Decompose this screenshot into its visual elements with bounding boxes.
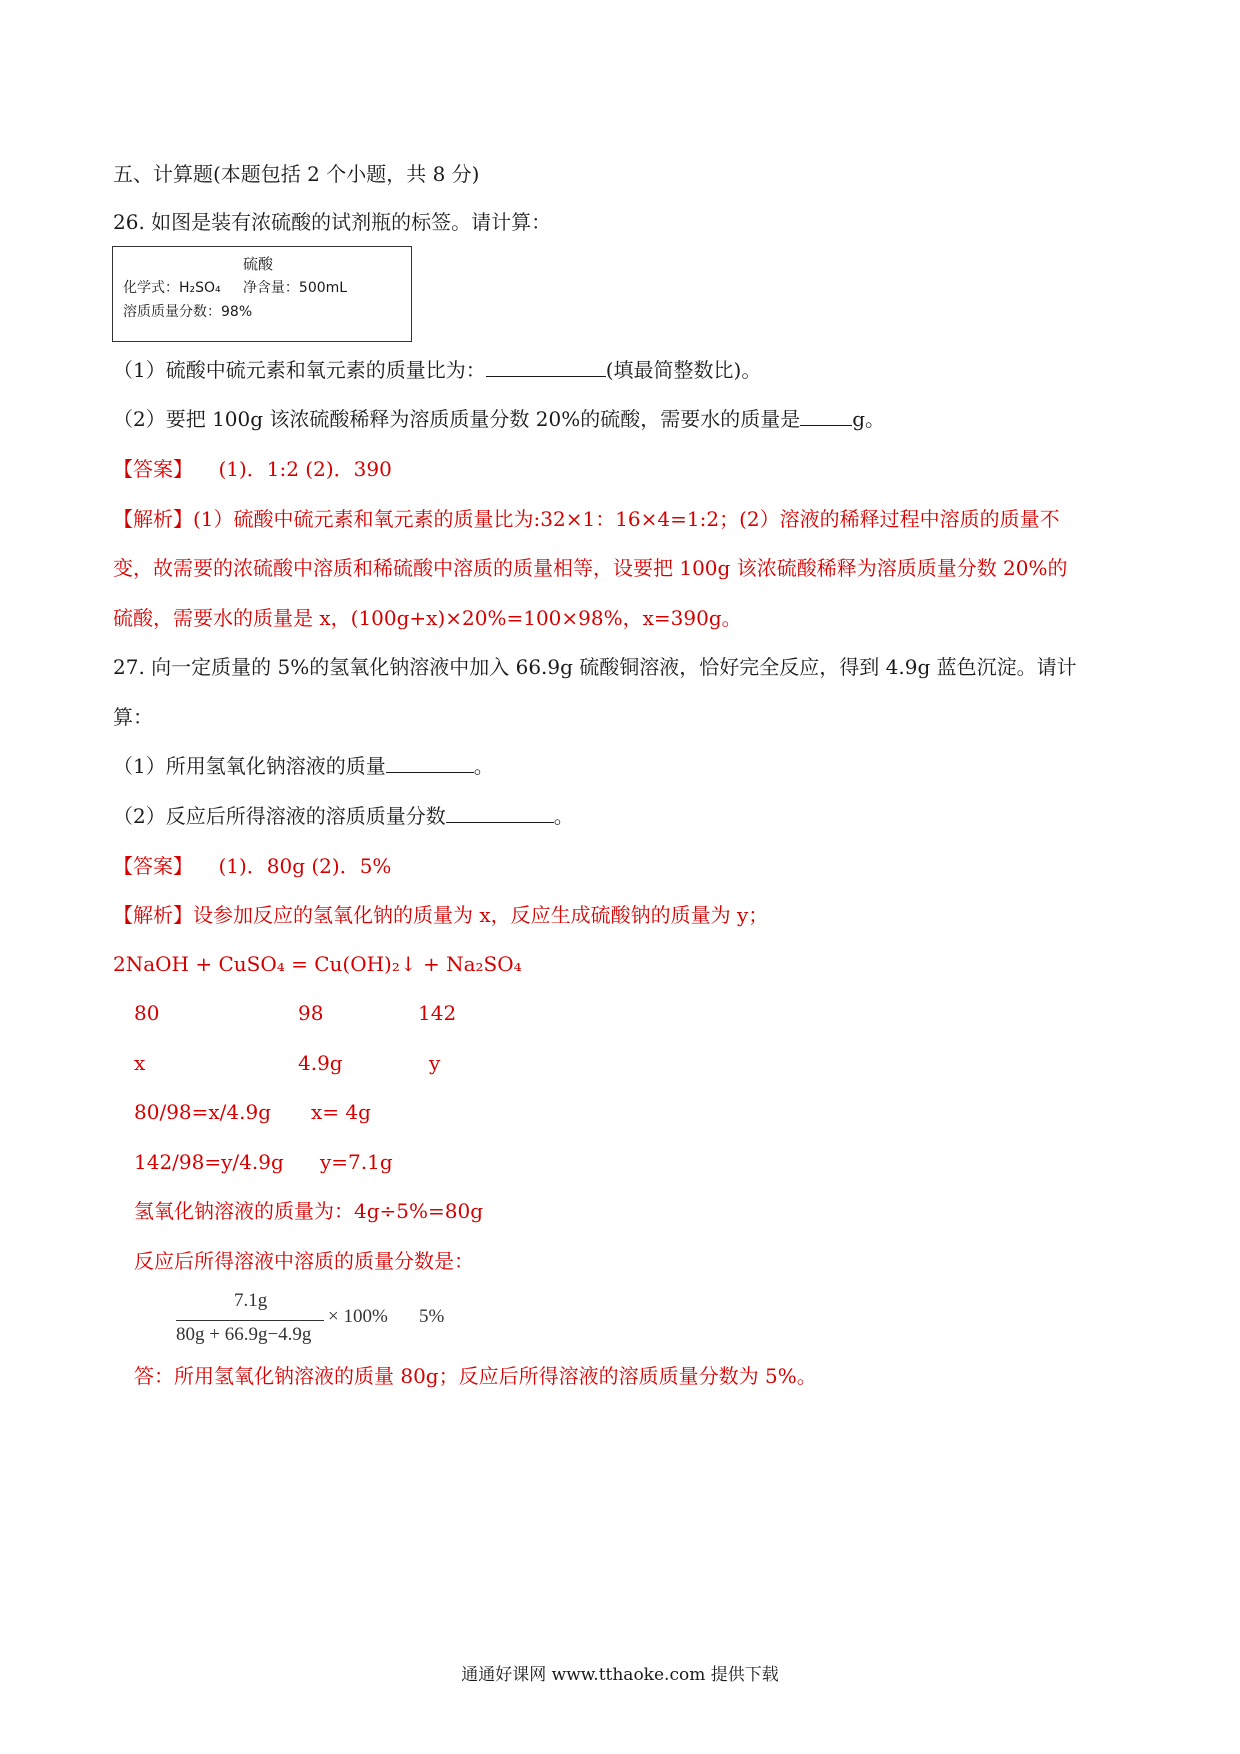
- q27-part1-pre: （1）所用氢氧化钠溶液的质量: [113, 754, 386, 778]
- calc-1-result: x= 4g: [311, 1100, 371, 1124]
- q26-analysis-line1: (1）硫酸中硫元素和氧元素的质量比为:32×1：16×4=1:2；(2）溶液的稀释过程中溶质的质量不: [193, 507, 1060, 531]
- naoh-mass-line: 氢氧化钠溶液的质量为：4g÷5%=80g: [134, 1199, 484, 1223]
- q26-analysis-tag: 【解析】: [113, 507, 193, 531]
- q26-part1-blank[interactable]: [486, 358, 606, 377]
- q27-part2: [113, 802, 574, 830]
- q27-stem-2: 算：: [113, 705, 153, 729]
- q26-part1-pre: （1）硫酸中硫元素和氧元素的质量比为：: [113, 358, 486, 382]
- q26-analysis-2: 变，故需要的浓硫酸中溶质和稀硫酸中溶质的质量相等，设要把 100g 该浓硫酸稀释为溶质质量分数 20%的: [113, 556, 1068, 580]
- label-concentration: 溶质质量分数：98%: [123, 304, 253, 320]
- q27-stem-1: 27. 向一定质量的 5%的氢氧化钠溶液中加入 66.9g 硫酸铜溶液，恰好完全反应，得到 4.9g 蓝色沉淀。请计: [113, 655, 1077, 679]
- q27-answer-text: (1)．80g (2)．5%: [218, 854, 392, 878]
- calc-1: 80/98=x/4.9g: [134, 1100, 272, 1124]
- q26-stem: 26. 如图是装有浓硫酸的试剂瓶的标签。请计算：: [113, 210, 552, 234]
- section-title: 五、计算题(本题包括 2 个小题，共 8 分): [113, 162, 480, 186]
- label-title: 硫酸: [243, 255, 274, 273]
- q26-part1: [113, 356, 761, 384]
- calc-2-result: y=7.1g: [320, 1150, 393, 1174]
- q26-part2-pre: （2）要把 100g 该浓硫酸稀释为溶质质量分数 20%的硫酸，需要水的质量是: [113, 407, 801, 431]
- q26-part2: [113, 405, 885, 433]
- reagent-label: [112, 246, 412, 342]
- q27-part1-blank[interactable]: [386, 754, 474, 773]
- label-row-1: [123, 277, 347, 297]
- fraction-numerator: 7.1g: [234, 1290, 268, 1311]
- q27-part1-post: 。: [473, 754, 494, 778]
- fraction-result: 5%: [419, 1306, 445, 1327]
- mass-naoh: 80: [134, 1001, 160, 1025]
- q26-answer-tag: 【答案】: [113, 457, 193, 481]
- q27-analysis: [113, 901, 768, 929]
- var-precipitate: 4.9g: [298, 1051, 343, 1075]
- q27-part1: [113, 752, 494, 780]
- mass-cuoh2: 98: [298, 1001, 324, 1025]
- page-footer: 通通好课网 www.tthaoke.com 提供下载: [461, 1665, 779, 1685]
- q26-part2-blank[interactable]: [800, 407, 852, 426]
- q26-answer-text: (1)．1:2 (2)．390: [218, 457, 392, 481]
- var-x: x: [134, 1051, 146, 1075]
- mass-na2so4: 142: [418, 1001, 457, 1025]
- q27-part2-post: 。: [553, 804, 574, 828]
- calc-2: 142/98=y/4.9g: [134, 1150, 284, 1174]
- fraction-bar: [176, 1320, 324, 1321]
- q27-answer: [113, 852, 391, 880]
- fraction-multiplier: × 100%: [328, 1306, 388, 1327]
- q26-part1-post: (填最简整数比)。: [605, 358, 762, 382]
- q26-analysis-1: [113, 505, 1060, 533]
- q26-analysis-3: 硫酸，需要水的质量是 x，(100g+x)×20%=100×98%，x=390g。: [113, 606, 742, 630]
- final-answer: 答：所用氢氧化钠溶液的质量 80g；反应后所得溶液的溶质质量分数为 5%。: [134, 1364, 817, 1388]
- label-volume: 净含量：500mL: [242, 280, 348, 296]
- q27-analysis-text: 设参加反应的氢氧化钠的质量为 x，反应生成硫酸钠的质量为 y；: [193, 903, 769, 927]
- q27-answer-tag: 【答案】: [113, 854, 193, 878]
- reaction-equation: 2NaOH + CuSO₄ = Cu(OH)₂↓ + Na₂SO₄: [113, 952, 522, 976]
- mass-fraction-formula: [176, 1290, 486, 1350]
- q26-part2-post: g。: [852, 407, 886, 431]
- fraction-intro: 反应后所得溶液中溶质的质量分数是：: [134, 1249, 474, 1273]
- var-y: y: [429, 1051, 441, 1075]
- fraction-denominator: 80g + 66.9g−4.9g: [176, 1324, 312, 1345]
- label-formula: 化学式：H₂SO₄: [123, 280, 221, 296]
- q27-part2-pre: （2）反应后所得溶液的溶质质量分数: [113, 804, 446, 828]
- q27-part2-blank[interactable]: [446, 804, 554, 823]
- q27-analysis-tag: 【解析】: [113, 903, 193, 927]
- q26-answer: [113, 455, 392, 483]
